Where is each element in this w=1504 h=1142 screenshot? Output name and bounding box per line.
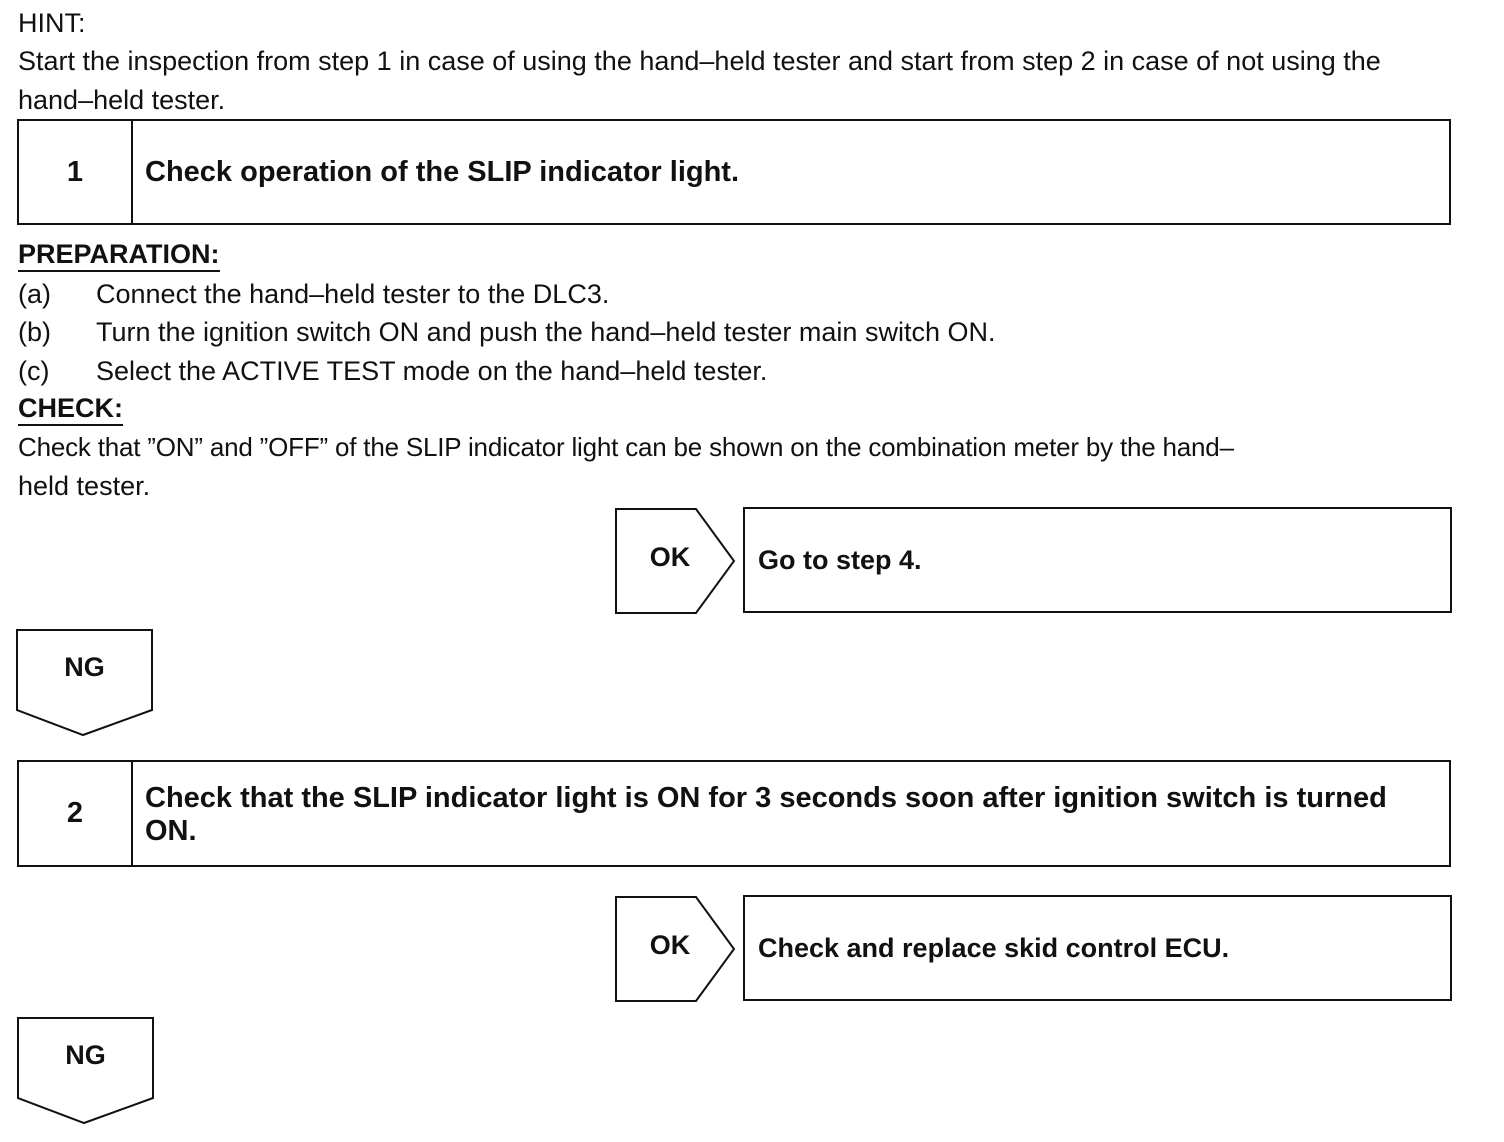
item-label: (b): [18, 317, 51, 347]
step-1-title: Check operation of the SLIP indicator light.: [145, 156, 740, 188]
preparation-item: [18, 352, 767, 390]
ng-arrow-icon: [15, 628, 155, 738]
item-text: Select the ACTIVE TEST mode on the hand–held tester.: [96, 356, 768, 386]
step-1-box: [17, 119, 1451, 225]
ng-label-2: NG: [65, 1040, 106, 1070]
preparation-heading: PREPARATION:: [18, 239, 220, 272]
item-label: (c): [18, 356, 50, 386]
hint-title: HINT:: [18, 8, 86, 38]
check-text-line-2: held tester.: [18, 471, 151, 501]
preparation-item: [18, 275, 609, 313]
item-text: Turn the ignition switch ON and push the hand–held tester main switch ON.: [96, 317, 996, 347]
preparation-section: [18, 238, 220, 270]
item-text: Connect the hand–held tester to the DLC3.: [96, 279, 610, 309]
ok-action-text-2: Check and replace skid control ECU.: [758, 932, 1230, 963]
item-label: (a): [18, 279, 51, 309]
check-heading: CHECK:: [18, 393, 123, 426]
ng-label-1: NG: [64, 652, 105, 682]
step-2-box: [17, 760, 1451, 867]
ok-label-2: OK: [649, 930, 691, 960]
ng-arrow-icon: [16, 1016, 156, 1128]
check-text-line-1: Check that ”ON” and ”OFF” of the SLIP indicator light can be shown on the combination meter by the hand–: [18, 432, 1234, 462]
ok-action-1: [743, 507, 1452, 613]
step-2-number: 2: [19, 762, 133, 865]
hint-text: Start the inspection from step 1 in case of using the hand–held tester and start from step 2 in case of not using the hand–held tester.: [18, 46, 1381, 115]
preparation-item: [18, 313, 995, 351]
step-1-number: 1: [19, 121, 133, 223]
check-section: [18, 392, 123, 424]
ok-action-text-1: Go to step 4.: [758, 544, 922, 575]
ok-action-2: [743, 895, 1452, 1001]
step-2-title: Check that the SLIP indicator light is ON for 3 seconds soon after ignition switch is turned ON.: [145, 782, 1387, 847]
ok-label-1: OK: [649, 542, 691, 572]
